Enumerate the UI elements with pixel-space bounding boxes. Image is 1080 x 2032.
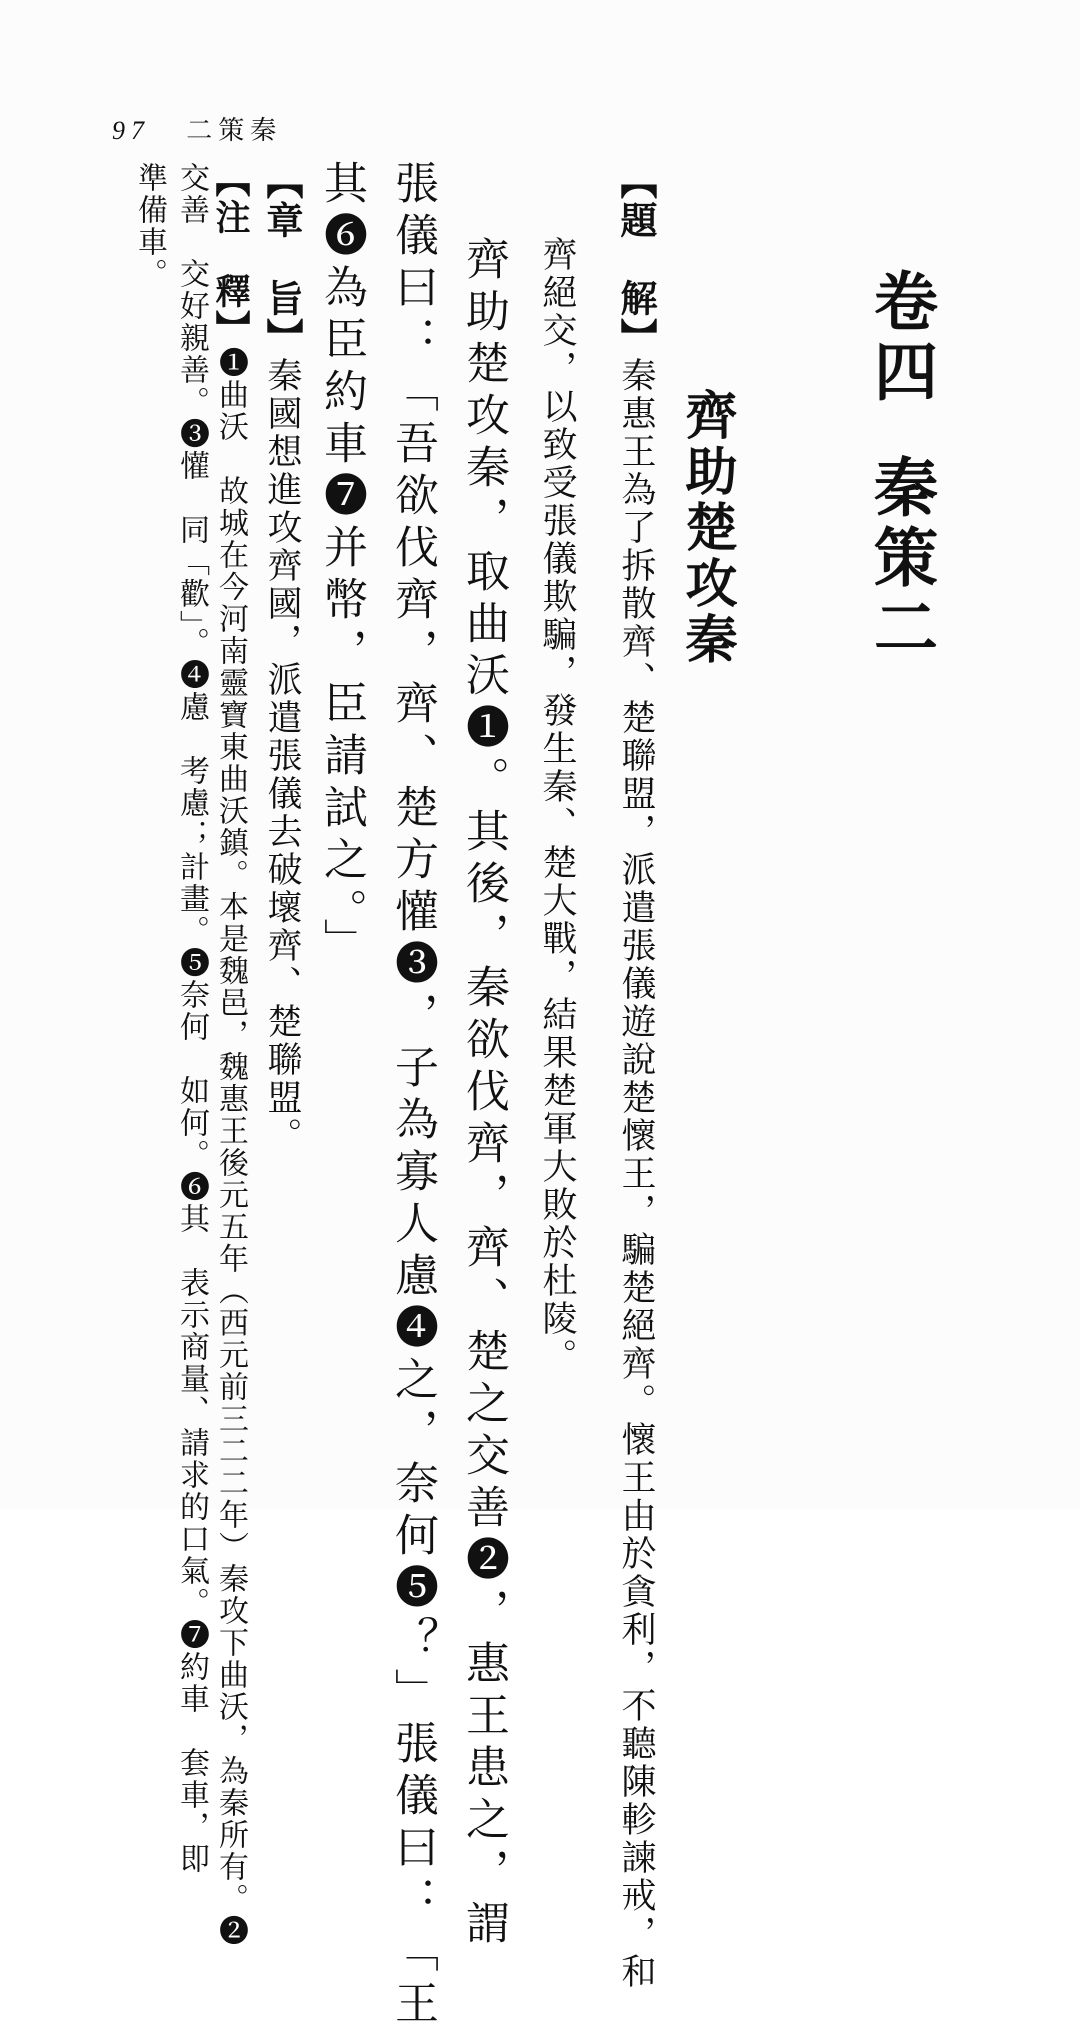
running-header xyxy=(112,110,282,147)
zhushi-line-2: 交善 交好親善。❸懽 同「歡」。❹慮 考慮；計畫。❺奈何 如何。❻其 表示商量、請求的口氣。❼約車 套車，即 xyxy=(174,162,209,1875)
volume-title-part1: 卷四 xyxy=(863,268,938,408)
main-text-line-1: 齊助楚攻秦，取曲沃❶。其後，秦欲伐齊，齊、楚之交善❷，惠王患之，謂 xyxy=(458,236,509,1952)
zhangzhi-line xyxy=(260,162,304,1155)
tijie-label: 【題 解】 xyxy=(614,162,658,357)
zhushi-label: 【注 釋】 xyxy=(210,162,251,347)
zhushi-line-3: 準備車。 xyxy=(132,162,167,290)
tijie-line-1 xyxy=(614,162,658,1991)
main-text-line-3: 其❻為臣約車❼并幣，臣請試之。」 xyxy=(316,160,367,970)
zhushi-line-1 xyxy=(210,162,251,1947)
main-text-line-2: 張儀曰：「吾欲伐齊，齊、楚方懽❸，子為寡人慮❹之，奈何❺？」張儀曰：「王 xyxy=(387,160,438,2032)
tijie-text-1: 秦惠王為了拆散齊、楚聯盟，派遣張儀遊說楚懷王，騙楚絕齊。懷王由於貪利，不聽陳軫諫戒，和 xyxy=(616,357,656,1991)
volume-title-part2: 秦策二 xyxy=(863,454,938,664)
tijie-line-2: 齊絕交，以致受張儀欺騙，發生秦、楚大戰，結果楚軍大敗於杜陵。 xyxy=(537,236,577,1376)
zhangzhi-text: 秦國想進攻齊國，派遣張儀去破壞齊、楚聯盟。 xyxy=(262,357,302,1155)
section-name: 二策秦 xyxy=(186,116,283,146)
volume-title xyxy=(863,268,938,664)
page-number: 97 xyxy=(112,116,150,145)
zhushi-text-1: ❶曲沃 故城在今河南靈寶東曲沃鎮。本是魏邑，魏惠王後元五年（西元前三二二年）秦攻下曲沃，為秦所有。❷ xyxy=(213,347,248,1947)
chapter-title: 齊助楚攻秦 xyxy=(676,388,737,668)
zhangzhi-label: 【章 旨】 xyxy=(260,162,304,357)
